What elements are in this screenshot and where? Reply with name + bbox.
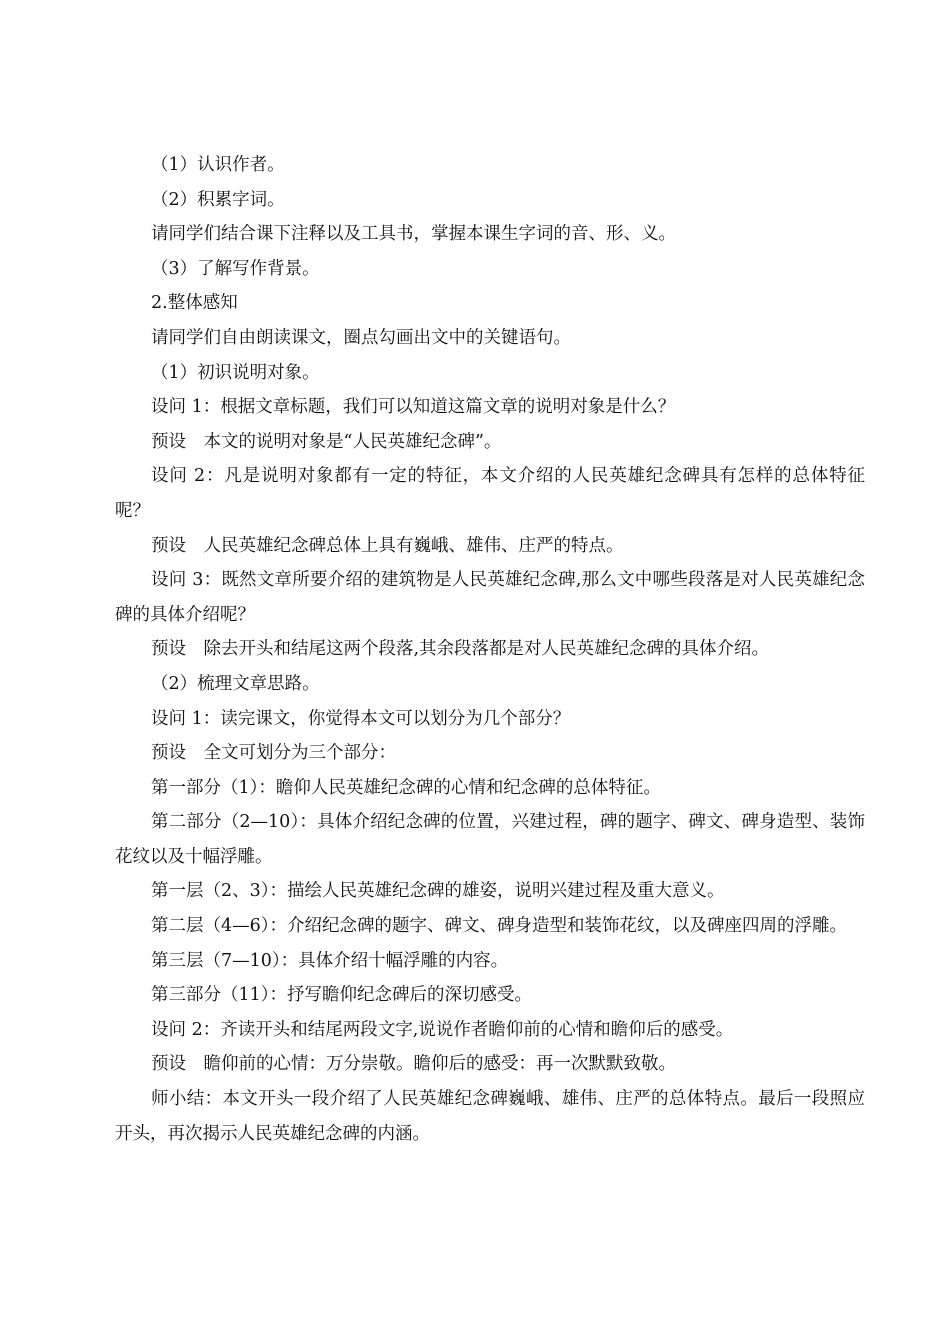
answer-paragraph: 预设 本文的说明对象是“人民英雄纪念碑”。	[151, 431, 502, 452]
answer-paragraph: 预设 除去开头和结尾这两个段落,其余段落都是对人民英雄纪念碑的具体介绍。	[151, 639, 770, 660]
paragraph: 请同学们自由朗读课文，圈点勾画出文中的关键语句。	[151, 327, 571, 348]
paragraph: （3）了解写作背景。	[151, 258, 320, 279]
outline-paragraph: 第一部分（1）：瞻仰人民英雄纪念碑的心情和纪念碑的总体特征。	[151, 777, 661, 798]
section-heading: 2.整体感知	[151, 293, 238, 314]
question-paragraph: 设问 3：既然文章所要介绍的建筑物是人民英雄纪念碑,那么文中哪些段落是对人民英雄纪念碑的具体介绍呢？	[115, 570, 865, 625]
answer-paragraph: 预设 瞻仰前的心情：万分崇敬。瞻仰后的感受：再一次默默致敬。	[151, 1054, 676, 1075]
outline-paragraph: 第二层（4—6）：介绍纪念碑的题字、碑文、碑身造型和装饰花纹，以及碑座四周的浮雕。	[151, 916, 848, 937]
question-paragraph: 设问 2：齐读开头和结尾两段文字,说说作者瞻仰前的心情和瞻仰后的感受。	[151, 1019, 734, 1040]
question-paragraph: 设问 2：凡是说明对象都有一定的特征，本文介绍的人民英雄纪念碑具有怎样的总体特征呢？	[115, 466, 865, 521]
outline-paragraph: 第二部分（2—10）：具体介绍纪念碑的位置，兴建过程，碑的题字、碑文、碑身造型、装饰花纹以及十幅浮雕。	[115, 812, 865, 867]
summary-paragraph: 师小结：本文开头一段介绍了人民英雄纪念碑巍峨、雄伟、庄严的总体特点。最后一段照应开头，再次揭示人民英雄纪念碑的内涵。	[115, 1089, 865, 1144]
answer-paragraph: 预设 全文可划分为三个部分：	[151, 743, 396, 764]
outline-paragraph: 第三部分（11）：抒写瞻仰纪念碑后的深切感受。	[151, 985, 533, 1006]
document-body	[115, 148, 865, 1151]
question-paragraph: 设问 1：根据文章标题，我们可以知道这篇文章的说明对象是什么？	[151, 397, 676, 418]
paragraph: （2）积累字词。	[151, 189, 285, 210]
paragraph: （1）认识作者。	[151, 155, 285, 175]
paragraph: （2）梳理文章思路。	[151, 673, 320, 694]
question-paragraph: 设问 1：读完课文，你觉得本文可以划分为几个部分？	[151, 708, 571, 729]
outline-paragraph: 第一层（2、3）：描绘人民英雄纪念碑的雄姿，说明兴建过程及重大意义。	[151, 881, 725, 902]
answer-paragraph: 预设 人民英雄纪念碑总体上具有巍峨、雄伟、庄严的特点。	[151, 535, 624, 556]
outline-paragraph: 第三层（7—10）：具体介绍十幅浮雕的内容。	[151, 950, 509, 971]
paragraph: 请同学们结合课下注释以及工具书，掌握本课生字词的音、形、义。	[151, 224, 676, 245]
paragraph: （1）初识说明对象。	[151, 362, 320, 383]
